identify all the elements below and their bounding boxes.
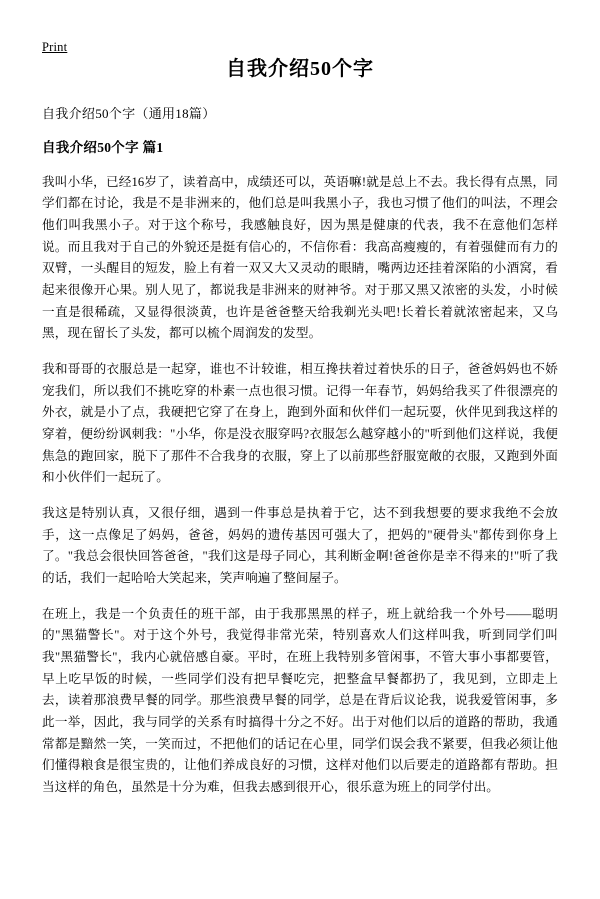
section-heading: 自我介绍50个字 篇1 <box>42 139 164 155</box>
body-paragraph: 我这是特别认真，又很仔细，遇到一件事总是执着于它，达不到我想要的要求我绝不会放手，这一点像足了妈妈，爸爸，妈妈的遗传基因可强大了，把妈的"硬骨头"都传到你身上了。"我总会很快回答爸爸，"我们这是母子同心，其利断金啊!爸爸你是幸不得来的!"听了我的话，我们一起哈哈大笑起来，笑声响遍了整间屋子。 <box>42 505 558 585</box>
document-subtitle: 自我介绍50个字（通用18篇） <box>42 106 216 121</box>
print-link[interactable]: Print <box>42 40 68 54</box>
body-paragraph: 我叫小华，已经16岁了，读着高中，成绩还可以，英语嘛!就是总上不去。我长得有点黑，同学们都在讨论，我是不是非洲来的，他们总是叫我黑小子，我也习惯了他们的叫法，不理会他们叫我黑小子。对于这个称号，我感触良好，因为黑是健康的代表，我不在意他们怎样说。而且我对于自己的外貌还是挺有信心的，不信你看：我高高瘦瘦的，有着强健而有力的双臂，一头醒目的短发，脸上有着一双又大又灵动的眼睛，嘴两边还挂着深陷的小酒窝，看起来很像开心果。别人见了，都说我是非洲来的财神爷。对于那又黑又浓密的头发，小时候一直是很稀疏，又显得很淡黄，也许是爸爸整天给我剃光头吧!长着长着就浓密起来，又乌黑，现在留长了头发，都可以梳个周润发的发型。 <box>42 174 558 341</box>
body-paragraph: 我和哥哥的衣服总是一起穿，谁也不计较谁，相互搀扶着过着快乐的日子，爸爸妈妈也不娇宠我们，所以我们不挑吃穿的朴素一点也很习惯。记得一年春节，妈妈给我买了件很漂亮的外衣，就是小了点，我硬把它穿了在身上，跑到外面和伙伴们一起玩耍，伙伴见到我这样的穿着，便纷纷讽刺我："小华，你是没衣服穿吗?衣服怎么越穿越小的"听到他们这样说，我便焦急的跑回家，脱下了那件不合我身的衣服，穿上了以前那些舒服宽敞的衣服，又跑到外面和小伙伴们一起玩了。 <box>42 362 558 485</box>
page-title: 自我介绍50个字 <box>226 58 374 80</box>
body-paragraph: 在班上，我是一个负责任的班干部，由于我那黑黑的样子，班上就给我一个外号——聪明的"黑猫警长"。对于这个外号，我觉得非常光荣，特别喜欢人们这样叫我，听到同学们叫我"黑猫警长"，我内心就倍感自豪。平时，在班上我特别多管闲事，不管大事小事都要管，早上吃早饭的时候，一些同学们没有把早餐吃完，把整盒早餐都扔了，我见到，立即走上去，读着那浪费早餐的同学。那些浪费早餐的同学，总是在背后议论我，说我爱管闲事，多此一举，因此，我与同学的关系有时搞得十分之不好。出于对他们以后的道路的帮助，我通常都是黯然一笑，一笑而过，不把他们的话记在心里，同学们误会我不紧要，但我必须让他们懂得粮食是很宝贵的，让他们养成良好的习惯，这样对他们以后要走的道路都有帮助。担当这样的角色，虽然是十分为难，但我去感到很开心，很乐意为班上的同学付出。 <box>42 606 558 794</box>
